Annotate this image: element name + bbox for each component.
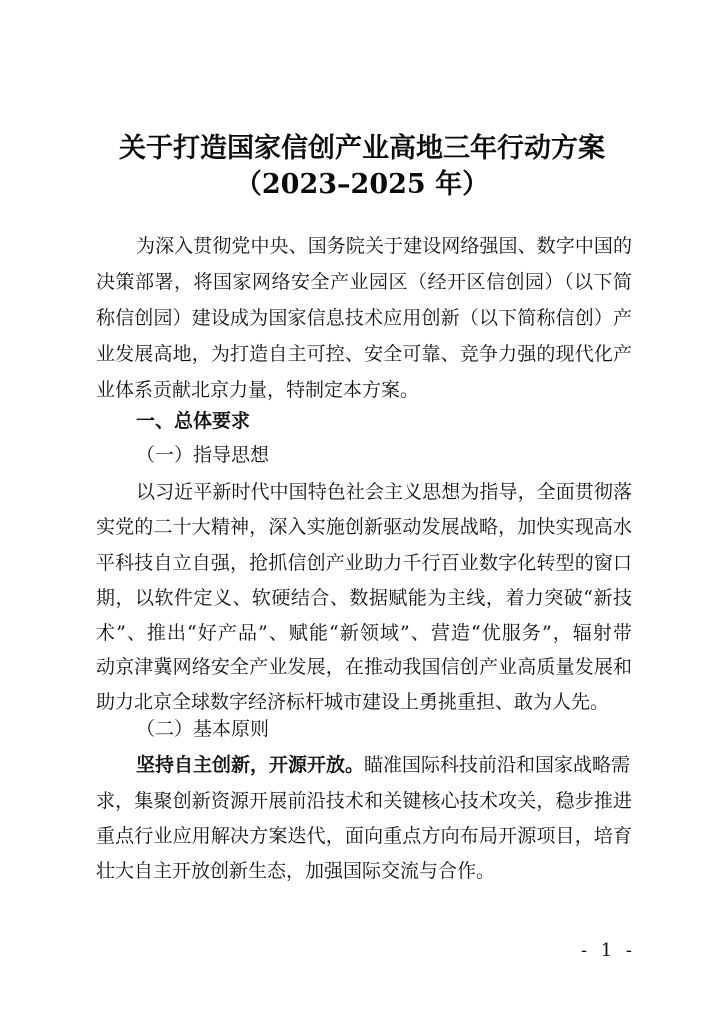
body-line: 助力北京全球数字经济标杆城市建设上勇挑重担、敢为人先。: [96, 691, 610, 713]
subsection-heading: （一）指导思想: [136, 444, 270, 466]
principle-text: 瞄准国际科技前沿和国家战略需: [364, 754, 631, 776]
intro-line: 业发展高地，为打造自主可控、安全可靠、竞争力强的现代化产: [96, 343, 632, 365]
body-line: 实党的二十大精神，深入实施创新驱动发展战略，加快实现高水: [96, 516, 632, 538]
intro-line: 为深入贯彻党中央、国务院关于建设网络强国、数字中国的: [136, 235, 632, 257]
intro-line: 称信创园）建设成为国家信息技术应用创新（以下简称信创）产: [96, 307, 632, 329]
body-line: 求，集聚创新资源开展前沿技术和关键核心技术攻关，稳步推进: [96, 790, 632, 812]
body-line: 平科技自立自强，抢抓信创产业助力千行百业数字化转型的窗口: [96, 552, 632, 574]
principle-line: [136, 750, 632, 780]
body-line: 动京津冀网络安全产业发展，在推动我国信创产业高质量发展和: [96, 656, 632, 678]
body-line: 期，以软件定义、软硬结合、数据赋能为主线，着力突破“新技: [96, 587, 632, 609]
body-line: 以习近平新时代中国特色社会主义思想为指导，全面贯彻落: [136, 481, 632, 503]
body-line: 重点行业应用解决方案迭代，面向重点方向布局开源项目，培育: [96, 825, 632, 847]
body-line: 壮大自主开放创新生态，加强国际交流与合作。: [96, 860, 496, 882]
page-number: - 1 -: [580, 940, 636, 961]
section-heading: 一、总体要求: [136, 410, 251, 432]
intro-line: 业体系贡献北京力量，特制定本方案。: [96, 379, 420, 401]
document-subtitle-years: （2023–2025 年）: [234, 169, 490, 200]
document-title: 关于打造国家信创产业高地三年行动方案: [119, 133, 605, 164]
principle-title: 坚持自主创新，开源开放。: [136, 754, 365, 776]
subsection-heading: （二）基本原则: [136, 718, 270, 740]
intro-line: 决策部署，将国家网络安全产业园区（经开区信创园）（以下简: [96, 271, 632, 293]
body-line: 术”、推出“好产品”、赋能“新领域”、营造“优服务”，辐射带: [96, 622, 632, 644]
